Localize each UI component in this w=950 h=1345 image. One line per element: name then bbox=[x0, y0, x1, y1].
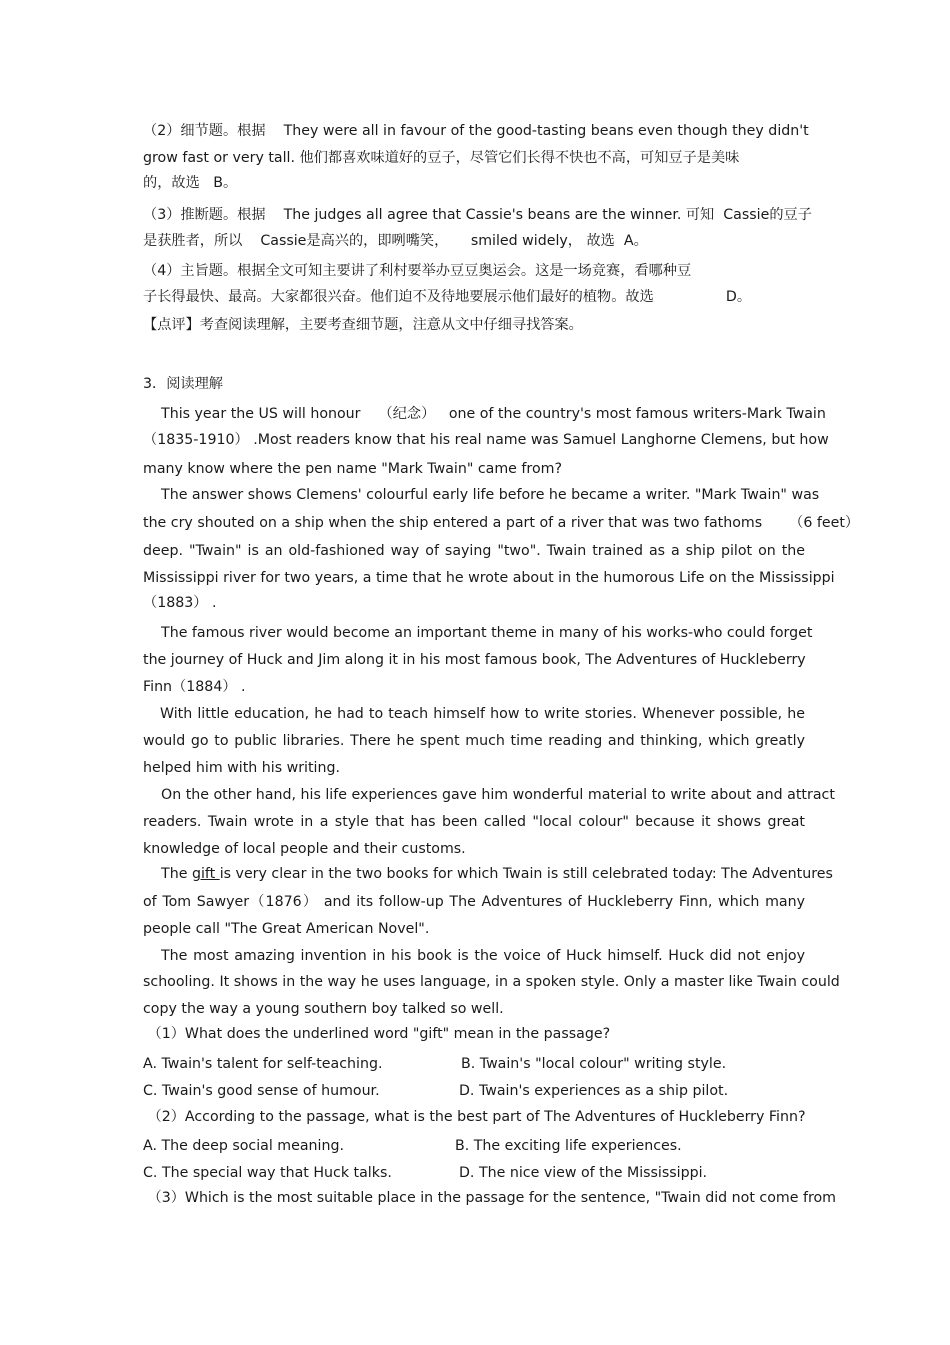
q2-option-c: C. The special way that Huck talks. bbox=[143, 1165, 392, 1181]
p4-line-2: would go to public libraries. There he spent much time reading and thinking, which greatly bbox=[143, 733, 805, 749]
p7-line-2: schooling. It shows in the way he uses language, in a spoken style. Only a master like Twain could bbox=[143, 974, 840, 990]
p6-pre-text: The bbox=[143, 866, 192, 882]
p2-line-1: The answer shows Clemens' colourful early life before he became a writer. "Mark Twain" was bbox=[143, 487, 820, 503]
q1-option-d: D. Twain's experiences as a ship pilot. bbox=[459, 1083, 729, 1099]
p3-line-3: Finn（1884） . bbox=[143, 679, 246, 695]
p2-line-4: Mississippi river for two years, a time that he wrote about in the humorous Life on the Mississippi bbox=[143, 570, 835, 586]
p6-line-2: of Tom Sawyer（1876） and its follow-up The Adventures of Huckleberry Finn, which many bbox=[143, 894, 805, 910]
answer-3-line-1: （3）推断题。根据 The judges all agree that Cassie's beans are the winner. 可知 Cassie的豆子 bbox=[143, 207, 812, 223]
p2-line-5: （1883） . bbox=[143, 595, 217, 611]
comment-line: 【点评】考查阅读理解，主要考查细节题，注意从文中仔细寻找答案。 bbox=[143, 317, 583, 333]
section-title: 3．阅读理解 bbox=[143, 376, 223, 392]
question-2-stem: （2）According to the passage, what is the best part of The Adventures of Huckleberry Finn? bbox=[143, 1109, 806, 1125]
answer-3-line-2: 是获胜者，所以 Cassie是高兴的，即咧嘴笑， smiled widely， 故选 A。 bbox=[143, 233, 648, 249]
q2-option-b: B. The exciting life experiences. bbox=[455, 1138, 682, 1154]
p1-line-3: many know where the pen name "Mark Twain" came from? bbox=[143, 461, 562, 477]
answer-2-line-2: grow fast or very tall. 他们都喜欢味道好的豆子，尽管它们长得不快也不高，可知豆子是美味 bbox=[143, 150, 740, 166]
q2-option-d: D. The nice view of the Mississippi. bbox=[459, 1165, 708, 1181]
p5-line-3: knowledge of local people and their customs. bbox=[143, 841, 466, 857]
p1-line-2: （1835-1910） .Most readers know that his real name was Samuel Langhorne Clemens, but how bbox=[143, 432, 829, 448]
p2-line-3: deep. "Twain" is an old-fashioned way of saying "two". Twain trained as a ship pilot on the bbox=[143, 543, 805, 559]
p7-line-1: The most amazing invention in his book is the voice of Huck himself. Huck did not enjoy bbox=[161, 948, 805, 964]
p5-line-1: On the other hand, his life experiences gave him wonderful material to write about and attract bbox=[143, 787, 835, 803]
q1-option-c: C. Twain's good sense of humour. bbox=[143, 1083, 380, 1099]
q1-option-b: B. Twain's "local colour" writing style. bbox=[461, 1056, 727, 1072]
p3-line-1: The famous river would become an important theme in many of his works-who could forget bbox=[143, 625, 813, 641]
answer-2-line-1: （2）细节题。根据 They were all in favour of the good-tasting beans even though they didn't bbox=[143, 123, 809, 139]
p2-line-2: the cry shouted on a ship when the ship entered a part of a river that was two fathoms （6 feet） bbox=[143, 515, 860, 531]
underlined-word-gift: gift bbox=[191, 866, 220, 882]
answer-4-line-1: （4）主旨题。根据全文可知主要讲了利村要举办豆豆奥运会。这是一场竞赛，看哪种豆 bbox=[143, 263, 692, 279]
p6-post-text: is very clear in the two books for which Twain is still celebrated today: The Adventures bbox=[219, 866, 833, 882]
answer-2-line-3: 的，故选 B。 bbox=[143, 175, 238, 191]
q1-option-a: A. Twain's talent for self-teaching. bbox=[143, 1056, 383, 1072]
p1-line-1: This year the US will honour （纪念） one of the country's most famous writers-Mark Twain bbox=[143, 406, 826, 422]
q2-option-a: A. The deep social meaning. bbox=[143, 1138, 344, 1154]
p3-line-2: the journey of Huck and Jim along it in his most famous book, The Adventures of Huckleberry bbox=[143, 652, 806, 668]
question-1-stem: （1）What does the underlined word "gift" mean in the passage? bbox=[143, 1026, 611, 1042]
p6-line-1 bbox=[143, 865, 833, 883]
answer-4-line-2: 子长得最快、最高。大家都很兴奋。他们迫不及待地要展示他们最好的植物。故选 D。 bbox=[143, 289, 752, 305]
p7-line-3: copy the way a young southern boy talked so well. bbox=[143, 1001, 504, 1017]
p4-line-1: With little education, he had to teach himself how to write stories. Whenever possible, he bbox=[160, 706, 805, 722]
question-3-stem: （3）Which is the most suitable place in the passage for the sentence, "Twain did not come from bbox=[143, 1190, 836, 1206]
p4-line-3: helped him with his writing. bbox=[143, 760, 341, 776]
p6-line-3: people call "The Great American Novel". bbox=[143, 921, 430, 937]
p5-line-2: readers. Twain wrote in a style that has been called "local colour" because it shows great bbox=[143, 814, 805, 830]
